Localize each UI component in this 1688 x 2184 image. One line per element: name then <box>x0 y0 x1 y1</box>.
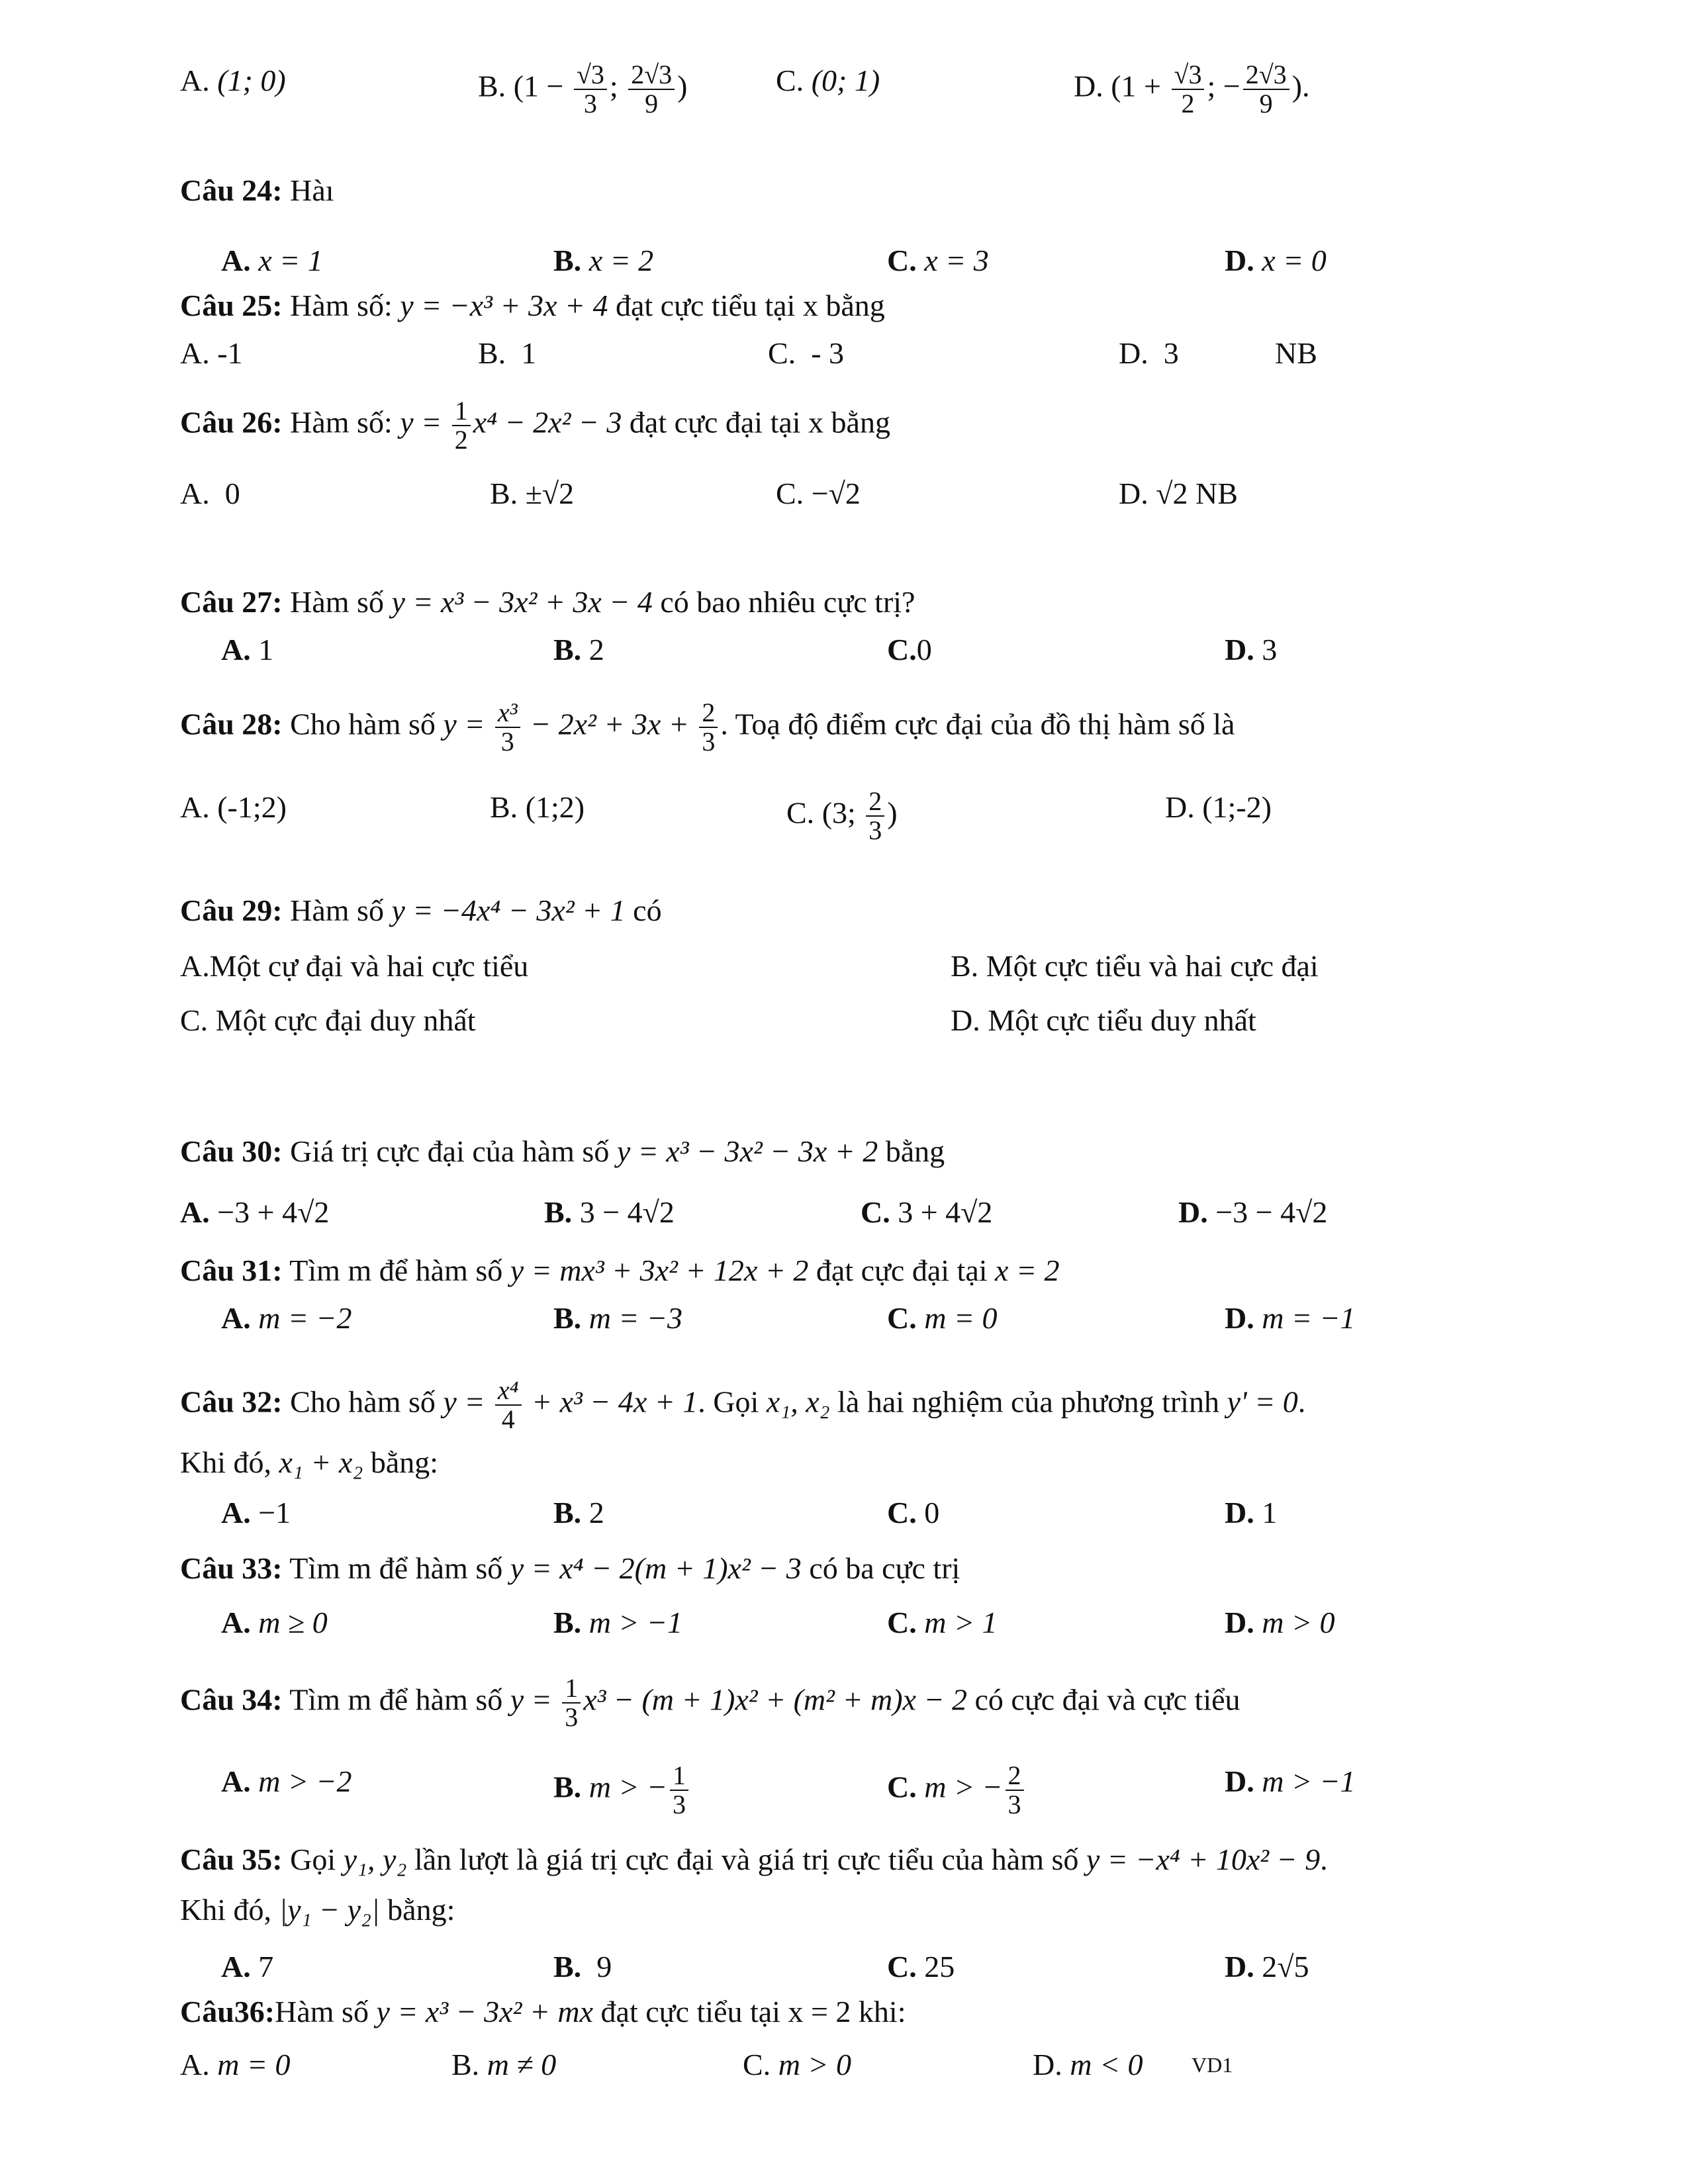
option-d: D. 2√5 <box>1225 1950 1309 1983</box>
q23-option-d: D. (1 + $\frac{√3}{2}$ ; − $\frac{2√3}{9}$ ). <box>1074 60 1310 118</box>
q28 <box>0 698 1688 756</box>
option-a: A. 1 <box>221 633 274 666</box>
q29-options-row2 <box>0 1001 1688 1040</box>
question-text: Câu 32: Cho hàm số y = $\frac{\text{x⁴}}{4}$ + x³ − 4x + 1. Gọi x₁, x₂ là hai nghiệm của phương trình y' = 0. <box>180 1375 1306 1434</box>
option-c: C. 0 <box>887 1496 940 1529</box>
option-b: B. Một cực tiểu và hai cực đại <box>951 949 1319 983</box>
option-c: C. 25 <box>887 1950 955 1983</box>
difficulty-tag: VD1 <box>1192 2053 1233 2077</box>
option-b: B. 3 − 4√2 <box>544 1195 675 1229</box>
q24-options <box>0 241 1688 281</box>
q24 <box>0 171 1688 210</box>
q36-options <box>0 2045 1688 2085</box>
option-b: B. m > −1 <box>553 1606 682 1639</box>
option-b: B. 1 <box>478 336 537 370</box>
q32-options <box>0 1493 1688 1533</box>
option-d: D. m = −1 <box>1225 1301 1356 1335</box>
option-b: B. ±√2 <box>490 477 575 510</box>
question-text: Câu 34: Tìm m để hàm số y = $\frac{1}{3}$ x³ − (m + 1)x² + (m² + m)x − 2 có cực đại và cực tiểu <box>180 1673 1241 1732</box>
option-d: D. (1;-2) <box>1165 790 1272 824</box>
option-a: A. (-1;2) <box>180 790 287 824</box>
option-c: C. m > 1 <box>887 1606 998 1639</box>
option-b: B. 2 <box>553 633 604 666</box>
option-a: A. 7 <box>221 1950 274 1983</box>
q30 <box>0 1132 1688 1171</box>
option-c: C. - 3 <box>768 336 845 370</box>
option-d: D. m > −1 <box>1225 1764 1356 1798</box>
q35-options <box>0 1947 1688 1987</box>
q29-options-row1 <box>0 946 1688 986</box>
option-a: A. −3 + 4√2 <box>180 1195 330 1229</box>
q27-options <box>0 630 1688 670</box>
option-b: B. m = −3 <box>553 1301 682 1335</box>
question-text: Câu 29: Hàm số y = −4x⁴ − 3x² + 1 có <box>180 893 662 927</box>
option-a: A. −1 <box>221 1496 291 1529</box>
q27 <box>0 582 1688 622</box>
q35-line2 <box>0 1890 1688 1930</box>
option-c: C. x = 3 <box>887 244 989 277</box>
option-a: A. m = −2 <box>221 1301 352 1335</box>
q31 <box>0 1251 1688 1291</box>
option-d: D. √2 NB <box>1119 477 1238 510</box>
q35 <box>0 1840 1688 1880</box>
question-text: Câu 28: Cho hàm số y = $\frac{\text{x³}}{3}$ − 2x² + 3x + $\frac{2}{3}$ . Toạ độ điểm cực đại của đồ thị hàm số là <box>180 698 1235 756</box>
option-b: B. 9 <box>553 1950 612 1983</box>
q33 <box>0 1549 1688 1588</box>
q32-line2 <box>0 1443 1688 1482</box>
question-text: Câu36:Hàm số y = x³ − 3x² + mx đạt cực tiểu tại x = 2 khi: <box>180 1995 906 2028</box>
option-c: C. −√2 <box>776 477 861 510</box>
option-b: B. x = 2 <box>553 244 654 277</box>
option-a: A. m > −2 <box>221 1764 352 1798</box>
option-b: B. m ≠ 0 <box>451 2048 557 2081</box>
question-text: Câu 27: Hàm số y = x³ − 3x² + 3x − 4 có bao nhiêu cực trị? <box>180 585 915 619</box>
option-a: A. x = 1 <box>221 244 323 277</box>
option-c: C. m = 0 <box>887 1301 998 1335</box>
q26-options <box>0 474 1688 514</box>
option-b: B. m > − $\frac{1}{3}$ <box>553 1762 691 1819</box>
option-d: D. −3 − 4√2 <box>1178 1195 1328 1229</box>
question-text: Câu 35: Gọi y₁, y₂ lần lượt là giá trị cực đại và giá trị cực tiểu của hàm số y = −x⁴ + 10x² − 9. <box>180 1843 1328 1876</box>
question-text-continued: Khi đó, x₁ + x₂ bằng: <box>180 1445 439 1479</box>
question-text: Câu 24: Hàı <box>180 173 334 207</box>
option-b: B. (1;2) <box>490 790 585 824</box>
option-a: A. -1 <box>180 336 243 370</box>
question-text: Câu 33: Tìm m để hàm số y = x⁴ − 2(m + 1)x² − 3 có ba cực trị <box>180 1551 961 1585</box>
q30-options <box>0 1193 1688 1232</box>
q23-option-b: B. (1 − $\frac{√3}{3}$ ; $\frac{2√3}{9}$ ) <box>478 60 688 118</box>
option-b: B. 2 <box>553 1496 604 1529</box>
option-a: A.Một cự đại và hai cực tiểu <box>180 949 529 983</box>
q29 <box>0 891 1688 931</box>
q23-options <box>0 60 1688 118</box>
option-a: A. m ≥ 0 <box>221 1606 328 1639</box>
option-c: C. m > − $\frac{2}{3}$ <box>887 1762 1027 1819</box>
q26 <box>0 396 1688 455</box>
q36 <box>0 1992 1688 2032</box>
option-c: C.0 <box>887 633 932 666</box>
option-c: C. (3; $\frac{2}{3}$ ) <box>786 786 898 845</box>
q28-options <box>0 786 1688 845</box>
q25-options <box>0 334 1688 373</box>
q34-options <box>0 1760 1688 1819</box>
option-d: D. x = 0 <box>1225 244 1327 277</box>
option-a: A. m = 0 <box>180 2048 291 2081</box>
q25 <box>0 286 1688 326</box>
q23-option-c: C. (0; 1) <box>776 64 880 97</box>
option-c: C. Một cực đại duy nhất <box>180 1003 476 1037</box>
question-text: Câu 25: Hàm số: y = −x³ + 3x + 4 đạt cực tiểu tại x bằng <box>180 289 885 322</box>
q32 <box>0 1375 1688 1434</box>
question-text: Câu 31: Tìm m để hàm số y = mx³ + 3x² + 12x + 2 đạt cực đại tại x = 2 <box>180 1253 1060 1287</box>
question-text: Câu 26: Hàm số: y = $\frac{1}{2}$ x⁴ − 2x² − 3 đạt cực đại tại x bằng <box>180 396 890 455</box>
option-d: D. 3 <box>1225 633 1278 666</box>
q31-options <box>0 1298 1688 1338</box>
question-text-continued: Khi đó, |y₁ − y₂| bằng: <box>180 1893 455 1927</box>
option-c: C. 3 + 4√2 <box>861 1195 993 1229</box>
option-d: D. m > 0 <box>1225 1606 1335 1639</box>
option-c: C. m > 0 <box>743 2048 851 2081</box>
q23-option-a: A. (1; 0) <box>180 64 286 97</box>
option-a: A. 0 <box>180 477 240 510</box>
option-d: D. m < 0 <box>1033 2048 1143 2081</box>
difficulty-tag: NB <box>1275 336 1317 370</box>
q34 <box>0 1673 1688 1732</box>
q33-options <box>0 1603 1688 1643</box>
option-d: D. 3 <box>1119 336 1179 370</box>
option-d: D. 1 <box>1225 1496 1278 1529</box>
option-d: D. Một cực tiểu duy nhất <box>951 1003 1256 1037</box>
question-text: Câu 30: Giá trị cực đại của hàm số y = x³ − 3x² − 3x + 2 bằng <box>180 1134 945 1168</box>
